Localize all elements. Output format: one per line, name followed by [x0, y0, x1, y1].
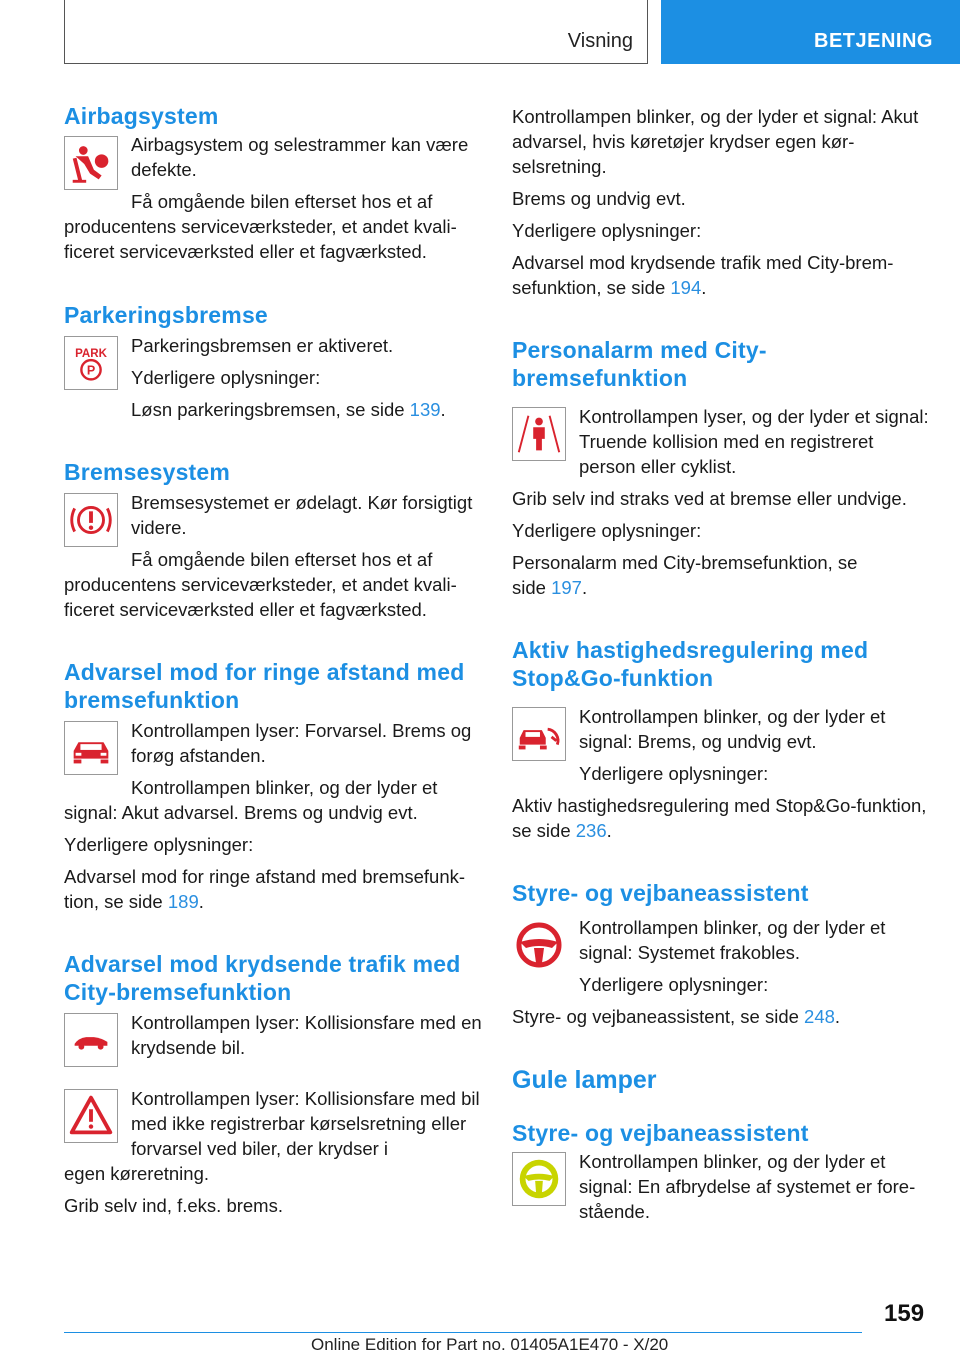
- parking-brake-icon-text: PARK: [75, 348, 107, 361]
- paragraph: Få omgående bilen efterset hos et af: [131, 191, 433, 212]
- text: Advarsel mod for ringe afstand med bremsefunktion, se side: [64, 866, 466, 912]
- section-title: Styre- og vejbaneassistent: [512, 880, 809, 906]
- section-airbag: [64, 102, 482, 264]
- paragraph: Kontrollampen blinker, og der lyder et signal: Akut advarsel, hvis køretøjer krydser egen kørselsretning.: [512, 106, 919, 177]
- paragraph: producentens serviceværksteder, et andet kvalificeret serviceværksted eller et fagværksted.: [64, 574, 457, 620]
- paragraph: Kontrollampen lyser: Kollisionsfare med en krydsende bil.: [131, 1012, 482, 1058]
- text: .: [198, 891, 204, 912]
- paragraph: Kontrollampen blinker, og der lyder et: [131, 777, 438, 798]
- paragraph: Grib selv ind, f.eks. brems.: [64, 1195, 283, 1216]
- section-adaptive-cruise: [512, 636, 930, 843]
- steering-wheel-red-icon: [512, 918, 566, 972]
- section-title: Aktiv hastighedsregulering med Stop&Go-funktion: [512, 637, 869, 691]
- paragraph: Kontrollampen lyser: Forvarsel. Brems og forøg afstanden.: [131, 720, 472, 766]
- text: .: [834, 1006, 841, 1027]
- paragraph: [512, 793, 930, 843]
- right-column: [512, 100, 930, 1231]
- header-chapter-label: BETJENING: [814, 30, 933, 52]
- car-distance-icon: [64, 721, 118, 775]
- paragraph: signal: Akut advarsel. Brems og undvig evt.: [64, 802, 418, 823]
- section-title: Bremsesystem: [64, 459, 231, 485]
- footer-edition: Online Edition for Part no. 01405A1E470 - X/20: [311, 1335, 669, 1354]
- text: Advarsel mod krydsende trafik med City-bremsefunktion, se side: [512, 252, 894, 298]
- text: .: [440, 399, 446, 420]
- paragraph: egen køreretning.: [64, 1163, 210, 1184]
- paragraph: Kontrollampen blinker, og der lyder et signal: En afbrydelse af systemet er forestående.: [579, 1151, 916, 1222]
- header-section-label: Visning: [567, 30, 633, 52]
- page-link[interactable]: 189: [167, 891, 199, 912]
- svg-text:P: P: [86, 363, 96, 378]
- paragraph: Yderligere oplysninger:: [64, 834, 254, 855]
- paragraph: Kontrollampen lyser: Kollisionsfare med bil med ikke registrerbar kørselsretning eller forvarsel ved biler, der krydser i: [131, 1088, 480, 1159]
- section-parking-brake: [64, 301, 482, 422]
- paragraph: Yderligere oplysninger:: [512, 520, 702, 541]
- paragraph: Parkeringsbremsen er aktiveret.: [131, 335, 394, 356]
- paragraph: [64, 864, 482, 914]
- section-person-alarm: [512, 336, 930, 600]
- text: .: [606, 820, 612, 841]
- page-link[interactable]: 194: [670, 277, 702, 298]
- paragraph: [512, 1004, 930, 1029]
- paragraph: Brems og undvig evt.: [512, 188, 686, 209]
- cross-traffic-car-icon: [64, 1013, 118, 1067]
- left-column: [64, 100, 482, 1225]
- footer-divider: [64, 1332, 862, 1333]
- airbag-warning-icon: [64, 136, 118, 190]
- text: .: [581, 577, 588, 598]
- paragraph: producentens serviceværksteder, et andet kvalificeret serviceværksted eller et fagværksted.: [64, 216, 457, 262]
- section-cross-traffic-continued: [512, 104, 930, 300]
- paragraph: Bremsesystemet er ødelagt. Kør forsigtigt videre.: [131, 492, 473, 538]
- paragraph: Airbagsystem og selestrammer kan være defekte.: [131, 134, 469, 180]
- warning-triangle-icon: [64, 1089, 118, 1143]
- section-title: Advarsel mod krydsende trafik med City-bremsefunktion: [64, 951, 461, 1005]
- section-title: Styre- og vejbaneassistent: [512, 1120, 809, 1146]
- section-title: Personalarm med City-bremsefunktion: [512, 337, 767, 391]
- brake-warning-icon: [64, 493, 118, 547]
- paragraph: [512, 250, 930, 300]
- paragraph: Yderligere oplysninger:: [579, 974, 769, 995]
- header-chapter-tab: [661, 0, 960, 64]
- text: Aktiv hastighedsregulering med Stop&Go-funktion, se side: [512, 795, 927, 841]
- paragraph: Kontrollampen lyser, og der lyder et signal: Truende kollision med en registreret person eller cyklist.: [579, 406, 929, 477]
- paragraph: Få omgående bilen efterset hos et af: [131, 549, 433, 570]
- paragraph: Yderligere oplysninger:: [512, 220, 702, 241]
- page-number: 159: [884, 1300, 925, 1327]
- text: Personalarm med City-bremsefunktion, se side: [512, 552, 858, 598]
- section-steering-assist: [512, 879, 930, 1029]
- paragraph: Kontrollampen blinker, og der lyder et signal: Brems, og undvig evt.: [579, 706, 886, 752]
- page-link[interactable]: 248: [804, 1006, 835, 1027]
- pedestrian-warning-icon: [512, 407, 566, 461]
- page-link[interactable]: 236: [575, 820, 607, 841]
- text: .: [701, 277, 707, 298]
- header-section-tab: [64, 0, 648, 64]
- paragraph: Yderligere oplysninger:: [131, 367, 321, 388]
- page-link[interactable]: 139: [409, 399, 441, 420]
- section-cross-traffic: [64, 950, 482, 1218]
- paragraph: [131, 397, 482, 422]
- paragraph: Grib selv ind straks ved at bremse eller undvige.: [512, 488, 907, 509]
- section-title: Parkeringsbremse: [64, 302, 268, 328]
- text: Styre- og vejbaneassistent, se side: [512, 1006, 805, 1027]
- steering-wheel-yellow-icon: [512, 1152, 566, 1206]
- section-title: Advarsel mod for ringe afstand med bremsefunktion: [64, 659, 465, 713]
- section-brake-system: [64, 458, 482, 622]
- chapter-heading-yellow-lamps: Gule lamper: [512, 1066, 657, 1094]
- section-distance-warning: [64, 658, 482, 914]
- parking-brake-icon: [64, 336, 118, 390]
- paragraph: Kontrollampen blinker, og der lyder et signal: Systemet frakobles.: [579, 917, 886, 963]
- section-steering-assist-yellow: [512, 1119, 930, 1224]
- paragraph: Yderligere oplysninger:: [579, 763, 769, 784]
- text: Løsn parkeringsbremsen, se side: [131, 399, 410, 420]
- paragraph: [512, 550, 882, 600]
- page-link[interactable]: 197: [551, 577, 582, 598]
- section-title: Airbagsystem: [64, 103, 219, 129]
- cruise-control-car-icon: [512, 707, 566, 761]
